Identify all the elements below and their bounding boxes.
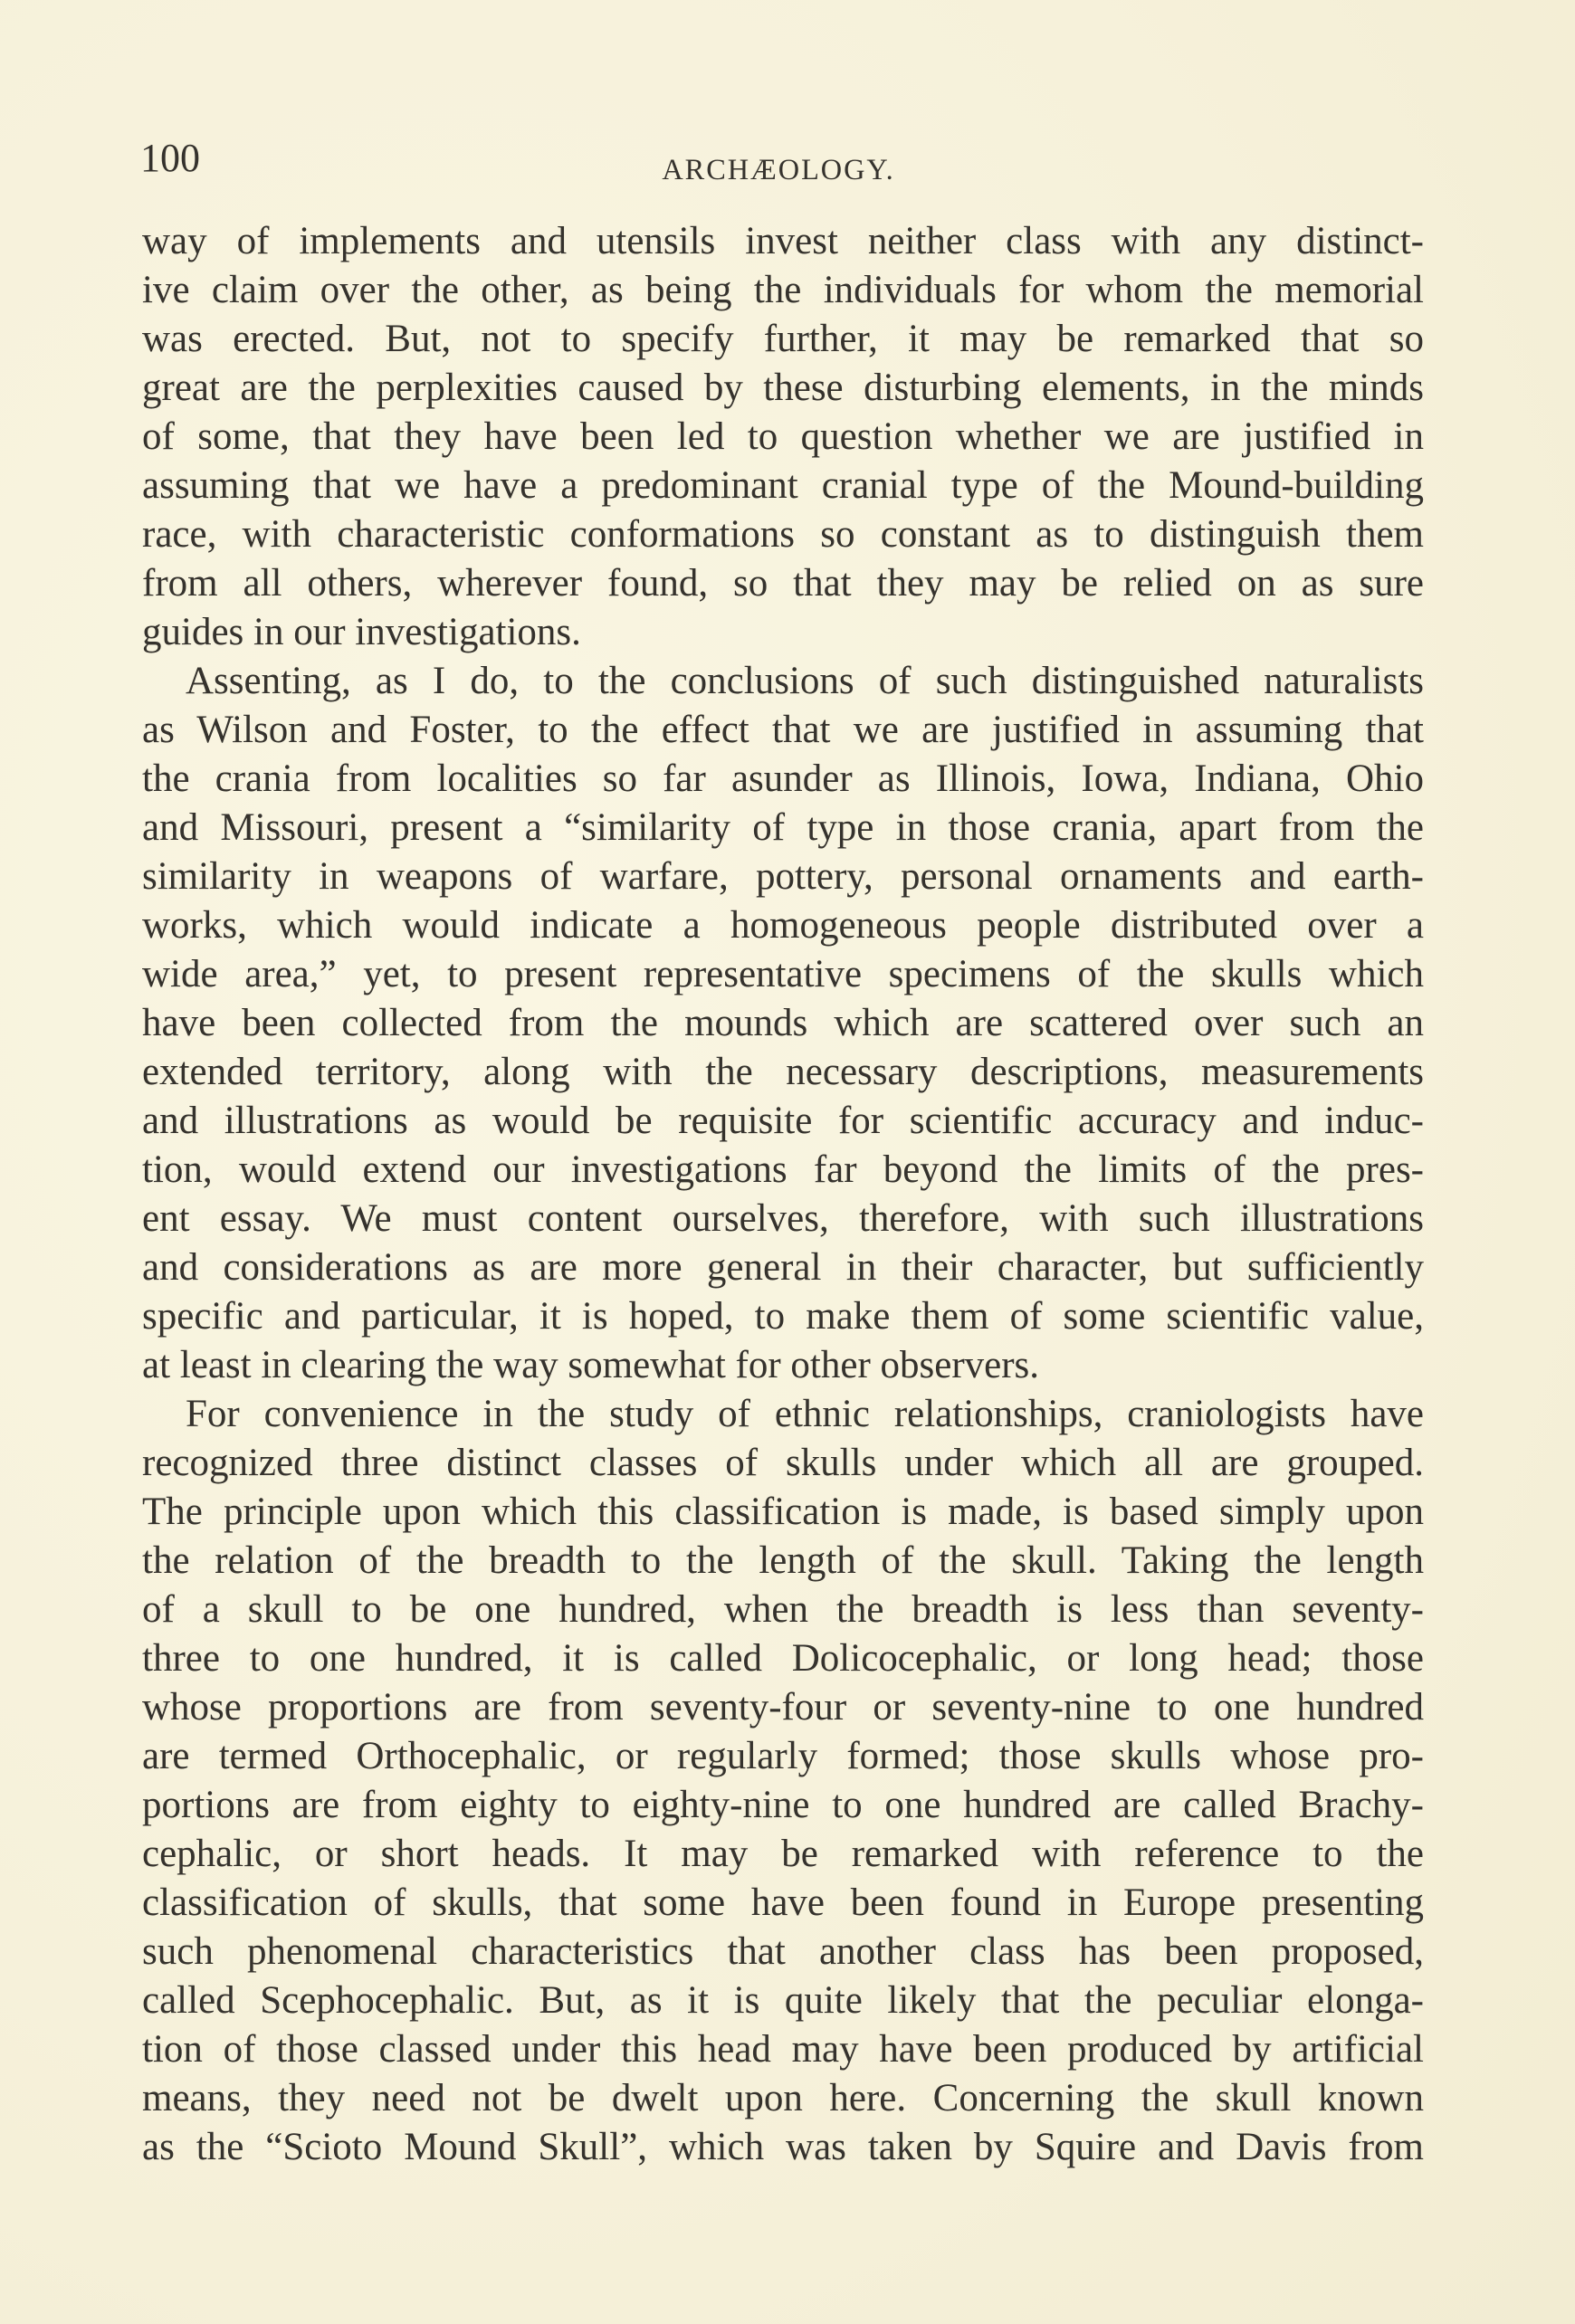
text-line: of a skull to be one hundred, when the breadth is less than seventy-: [142, 1588, 1424, 1631]
text-line: from all others, wherever found, so that they may be relied on as sure: [142, 562, 1424, 605]
text-line: works, which would indicate a homogeneous people distributed over a: [142, 904, 1424, 947]
text-line: as Wilson and Foster, to the effect that we are justified in assuming that: [142, 709, 1424, 751]
text-line: three to one hundred, it is called Dolicocephalic, or long head; those: [142, 1637, 1424, 1680]
text-line: whose proportions are from seventy-four or seventy-nine to one hundred: [142, 1686, 1424, 1729]
paragraph-3: [142, 1390, 1424, 2172]
text-line: such phenomenal characteristics that another class has been proposed,: [142, 1930, 1424, 1973]
running-head: ARCHÆOLOGY.: [662, 154, 895, 186]
text-line: have been collected from the mounds which are scattered over such an: [142, 1002, 1424, 1044]
text-line: ent essay. We must content ourselves, therefore, with such illustrations: [142, 1197, 1424, 1240]
text-line: recognized three distinct classes of skulls under which all are grouped.: [142, 1442, 1424, 1484]
text-line: assuming that we have a predominant cranial type of the Mound-building: [142, 464, 1424, 507]
text-line: and considerations as are more general in their character, but sufficiently: [142, 1246, 1424, 1289]
text-line: of some, that they have been led to question whether we are justified in: [142, 415, 1424, 458]
text-line: was erected. But, not to specify further, it may be remarked that so: [142, 318, 1424, 360]
paragraph-1: [142, 217, 1424, 657]
text-line: at least in clearing the way somewhat for other observers.: [142, 1344, 1040, 1386]
text-line: means, they need not be dwelt upon here. Concerning the skull known: [142, 2077, 1424, 2119]
text-line: the crania from localities so far asunder as Illinois, Iowa, Indiana, Ohio: [142, 757, 1424, 800]
paragraph-2: [142, 657, 1424, 1390]
text-line: and illustrations as would be requisite for scientific accuracy and induc-: [142, 1100, 1424, 1142]
text-line: The principle upon which this classification is made, is based simply upon: [142, 1491, 1424, 1533]
text-line: tion, would extend our investigations far beyond the limits of the pres-: [142, 1148, 1424, 1191]
text-line: Assenting, as I do, to the conclusions of such distinguished naturalists: [186, 660, 1424, 702]
text-line: specific and particular, it is hoped, to make them of some scientific value,: [142, 1295, 1424, 1338]
text-line: guides in our investigations.: [142, 611, 581, 653]
text-line: portions are from eighty to eighty-nine to one hundred are called Brachy-: [142, 1784, 1424, 1826]
text-line: ive claim over the other, as being the individuals for whom the memorial: [142, 269, 1424, 311]
text-line: tion of those classed under this head may have been produced by artificial: [142, 2028, 1424, 2071]
page-number: 100: [140, 136, 200, 180]
text-line: cephalic, or short heads. It may be remarked with reference to the: [142, 1833, 1424, 1875]
text-line: the relation of the breadth to the length of the skull. Taking the length: [142, 1539, 1424, 1582]
text-line: way of implements and utensils invest neither class with any distinct-: [142, 220, 1424, 262]
text-line: as the “Scioto Mound Skull”, which was taken by Squire and Davis from: [142, 2126, 1424, 2168]
text-line: extended territory, along with the necessary descriptions, measurements: [142, 1051, 1424, 1093]
text-line: called Scephocephalic. But, as it is quite likely that the peculiar elonga-: [142, 1979, 1424, 2022]
text-line: For convenience in the study of ethnic relationships, craniologists have: [186, 1393, 1424, 1435]
text-line: wide area,” yet, to present representative specimens of the skulls which: [142, 953, 1424, 995]
text-line: race, with characteristic conformations so constant as to distinguish them: [142, 513, 1424, 556]
body-text: [142, 217, 1424, 2172]
text-line: similarity in weapons of warfare, pottery, personal ornaments and earth-: [142, 855, 1424, 898]
text-line: and Missouri, present a “similarity of type in those crania, apart from the: [142, 806, 1424, 849]
text-line: are termed Orthocephalic, or regularly formed; those skulls whose pro-: [142, 1735, 1424, 1777]
text-line: great are the perplexities caused by these disturbing elements, in the minds: [142, 367, 1424, 409]
text-line: classification of skulls, that some have been found in Europe presenting: [142, 1881, 1424, 1924]
